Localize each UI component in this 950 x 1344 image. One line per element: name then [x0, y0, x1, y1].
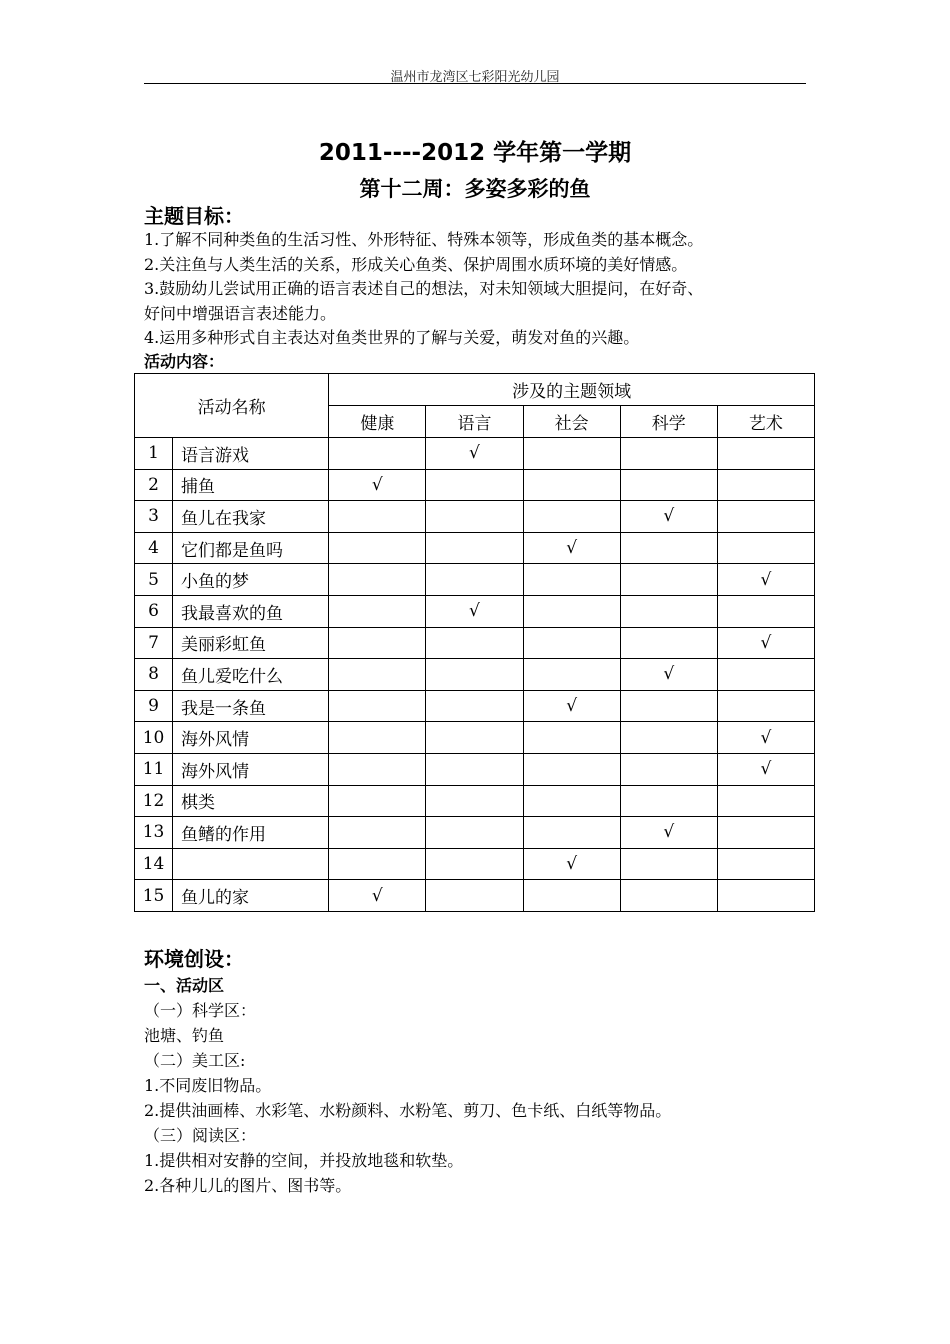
domain-cell: [523, 880, 620, 912]
domain-cell: [329, 501, 426, 533]
activity-name: [173, 848, 329, 880]
domain-cell: [426, 564, 523, 596]
check-mark: √: [426, 438, 523, 470]
domain-cell: [620, 595, 717, 627]
domain-cell: [329, 785, 426, 817]
domain-cell: [717, 880, 814, 912]
domain-cell: [717, 469, 814, 501]
domain-header-language: 语言: [426, 406, 523, 438]
domain-cell: [717, 501, 814, 533]
activity-number: 3: [135, 501, 173, 533]
domain-cell: [426, 469, 523, 501]
domain-cell: [329, 659, 426, 691]
table-row: [135, 438, 815, 470]
table-row: [135, 627, 815, 659]
domain-cell: [329, 848, 426, 880]
activity-name: 它们都是鱼吗: [173, 532, 329, 564]
activity-name: 棋类: [173, 785, 329, 817]
activity-name: 鱼儿爱吃什么: [173, 659, 329, 691]
domain-cell: [620, 722, 717, 754]
activity-number: 5: [135, 564, 173, 596]
goal-line: 2.关注鱼与人类生活的关系，形成关心鱼类、保护周围水质环境的美好情感。: [144, 255, 688, 274]
domain-cell: [426, 532, 523, 564]
domain-cell: [523, 722, 620, 754]
domain-cell: [620, 469, 717, 501]
check-mark: √: [523, 848, 620, 880]
goals-heading: 主题目标：: [144, 204, 244, 228]
domain-cell: [426, 817, 523, 849]
domain-cell: [523, 595, 620, 627]
activity-number: 9: [135, 690, 173, 722]
table-row: [135, 690, 815, 722]
activity-number: 4: [135, 532, 173, 564]
activity-number: 14: [135, 848, 173, 880]
domain-cell: [329, 532, 426, 564]
goal-line: 1.了解不同种类鱼的生活习性、外形特征、特殊本领等，形成鱼类的基本概念。: [144, 230, 704, 249]
activity-name: 海外风情: [173, 753, 329, 785]
reading-area-item: 2.各种儿儿的图片、图书等。: [144, 1176, 352, 1195]
domain-cell: [523, 659, 620, 691]
domain-cell: [329, 595, 426, 627]
domain-cell: [717, 659, 814, 691]
domain-header-society: 社会: [523, 406, 620, 438]
goal-line: 3.鼓励幼儿尝试用正确的语言表述自己的想法，对未知领域大胆提问，在好奇、: [144, 279, 704, 298]
table-row: [135, 848, 815, 880]
check-mark: √: [523, 690, 620, 722]
domain-cell: [717, 595, 814, 627]
activity-name: 小鱼的梦: [173, 564, 329, 596]
table-row: [135, 817, 815, 849]
domain-cell: [620, 880, 717, 912]
art-area-label: （二）美工区:: [144, 1051, 246, 1070]
domain-cell: [426, 753, 523, 785]
domain-cell: [620, 785, 717, 817]
table-row: [135, 722, 815, 754]
domain-cell: [717, 817, 814, 849]
domain-cell: [426, 722, 523, 754]
check-mark: √: [620, 817, 717, 849]
school-header: 温州市龙湾区七彩阳光幼儿园: [390, 70, 560, 85]
table-row: [135, 469, 815, 501]
activity-number: 6: [135, 595, 173, 627]
domain-cell: [523, 564, 620, 596]
domain-cell: [329, 817, 426, 849]
activity-number: 8: [135, 659, 173, 691]
table-row: [135, 880, 815, 912]
domain-cell: [426, 690, 523, 722]
domain-cell: [717, 438, 814, 470]
domain-cell: [620, 532, 717, 564]
area-heading: 一、活动区: [144, 976, 225, 995]
activity-name: 我是一条鱼: [173, 690, 329, 722]
activity-number: 1: [135, 438, 173, 470]
check-mark: √: [717, 753, 814, 785]
activity-number: 10: [135, 722, 173, 754]
domain-cell: [523, 785, 620, 817]
activity-name: 鱼儿在我家: [173, 501, 329, 533]
activity-name-header: 活动名称: [135, 374, 329, 438]
activity-name: 鱼鳍的作用: [173, 817, 329, 849]
domain-cell: [426, 848, 523, 880]
check-mark: √: [717, 564, 814, 596]
goal-line: 4.运用多种形式自主表达对鱼类世界的了解与关爱，萌发对鱼的兴趣。: [144, 328, 640, 347]
domain-header-science: 科学: [620, 406, 717, 438]
check-mark: √: [523, 532, 620, 564]
activity-number: 2: [135, 469, 173, 501]
domain-cell: [426, 880, 523, 912]
document-title: 2011----2012 学年第一学期: [318, 140, 632, 166]
domain-header-health: 健康: [329, 406, 426, 438]
check-mark: √: [717, 722, 814, 754]
domain-cell: [717, 785, 814, 817]
activity-number: 11: [135, 753, 173, 785]
domain-cell: [523, 438, 620, 470]
environment-heading: 环境创设：: [144, 947, 244, 971]
domain-cell: [620, 848, 717, 880]
domain-cell: [620, 564, 717, 596]
domain-cell: [717, 532, 814, 564]
activity-number: 13: [135, 817, 173, 849]
activity-name: 海外风情: [173, 722, 329, 754]
domain-cell: [329, 753, 426, 785]
domain-cell: [717, 690, 814, 722]
domain-cell: [620, 690, 717, 722]
table-row: [135, 753, 815, 785]
table-row: [135, 564, 815, 596]
activity-name: 语言游戏: [173, 438, 329, 470]
domain-cell: [620, 627, 717, 659]
domain-cell: [523, 817, 620, 849]
domain-cell: [523, 469, 620, 501]
header-divider: [144, 83, 806, 84]
domain-cell: [426, 785, 523, 817]
table-row: [135, 595, 815, 627]
art-area-item: 1.不同废旧物品。: [144, 1076, 272, 1095]
activity-name: 我最喜欢的鱼: [173, 595, 329, 627]
domain-cell: [620, 753, 717, 785]
science-area-items: 池塘、钓鱼: [144, 1026, 225, 1045]
domain-cell: [523, 501, 620, 533]
reading-area-item: 1.提供相对安静的空间，并投放地毯和软垫。: [144, 1151, 464, 1170]
check-mark: √: [329, 469, 426, 501]
goal-line: 好问中增强语言表述能力。: [144, 304, 337, 323]
domain-cell: [426, 659, 523, 691]
activity-name: 鱼儿的家: [173, 880, 329, 912]
domain-cell: [620, 438, 717, 470]
domain-cell: [717, 848, 814, 880]
art-area-item: 2.提供油画棒、水彩笔、水粉颜料、水粉笔、剪刀、色卡纸、白纸等物品。: [144, 1101, 672, 1120]
domains-header: 涉及的主题领域: [329, 374, 815, 406]
domain-header-art: 艺术: [717, 406, 814, 438]
check-mark: √: [426, 595, 523, 627]
activity-name: 美丽彩虹鱼: [173, 627, 329, 659]
activities-heading: 活动内容：: [144, 352, 225, 371]
check-mark: √: [620, 501, 717, 533]
table-row: [135, 501, 815, 533]
activity-number: 7: [135, 627, 173, 659]
check-mark: √: [620, 659, 717, 691]
check-mark: √: [329, 880, 426, 912]
check-mark: √: [717, 627, 814, 659]
domain-cell: [329, 690, 426, 722]
domain-cell: [329, 722, 426, 754]
domain-cell: [329, 438, 426, 470]
table-row: [135, 659, 815, 691]
domain-cell: [523, 627, 620, 659]
activity-number: 12: [135, 785, 173, 817]
table-row: [135, 785, 815, 817]
domain-cell: [523, 753, 620, 785]
activity-name: 捕鱼: [173, 469, 329, 501]
activities-table: [134, 373, 815, 912]
domain-cell: [329, 564, 426, 596]
activity-number: 15: [135, 880, 173, 912]
domain-cell: [329, 627, 426, 659]
domain-cell: [426, 627, 523, 659]
document-subtitle: 第十二周：多姿多彩的鱼: [359, 177, 591, 201]
science-area-label: （一）科学区：: [144, 1001, 257, 1020]
table-row: [135, 532, 815, 564]
domain-cell: [426, 501, 523, 533]
reading-area-label: （三）阅读区：: [144, 1126, 257, 1145]
